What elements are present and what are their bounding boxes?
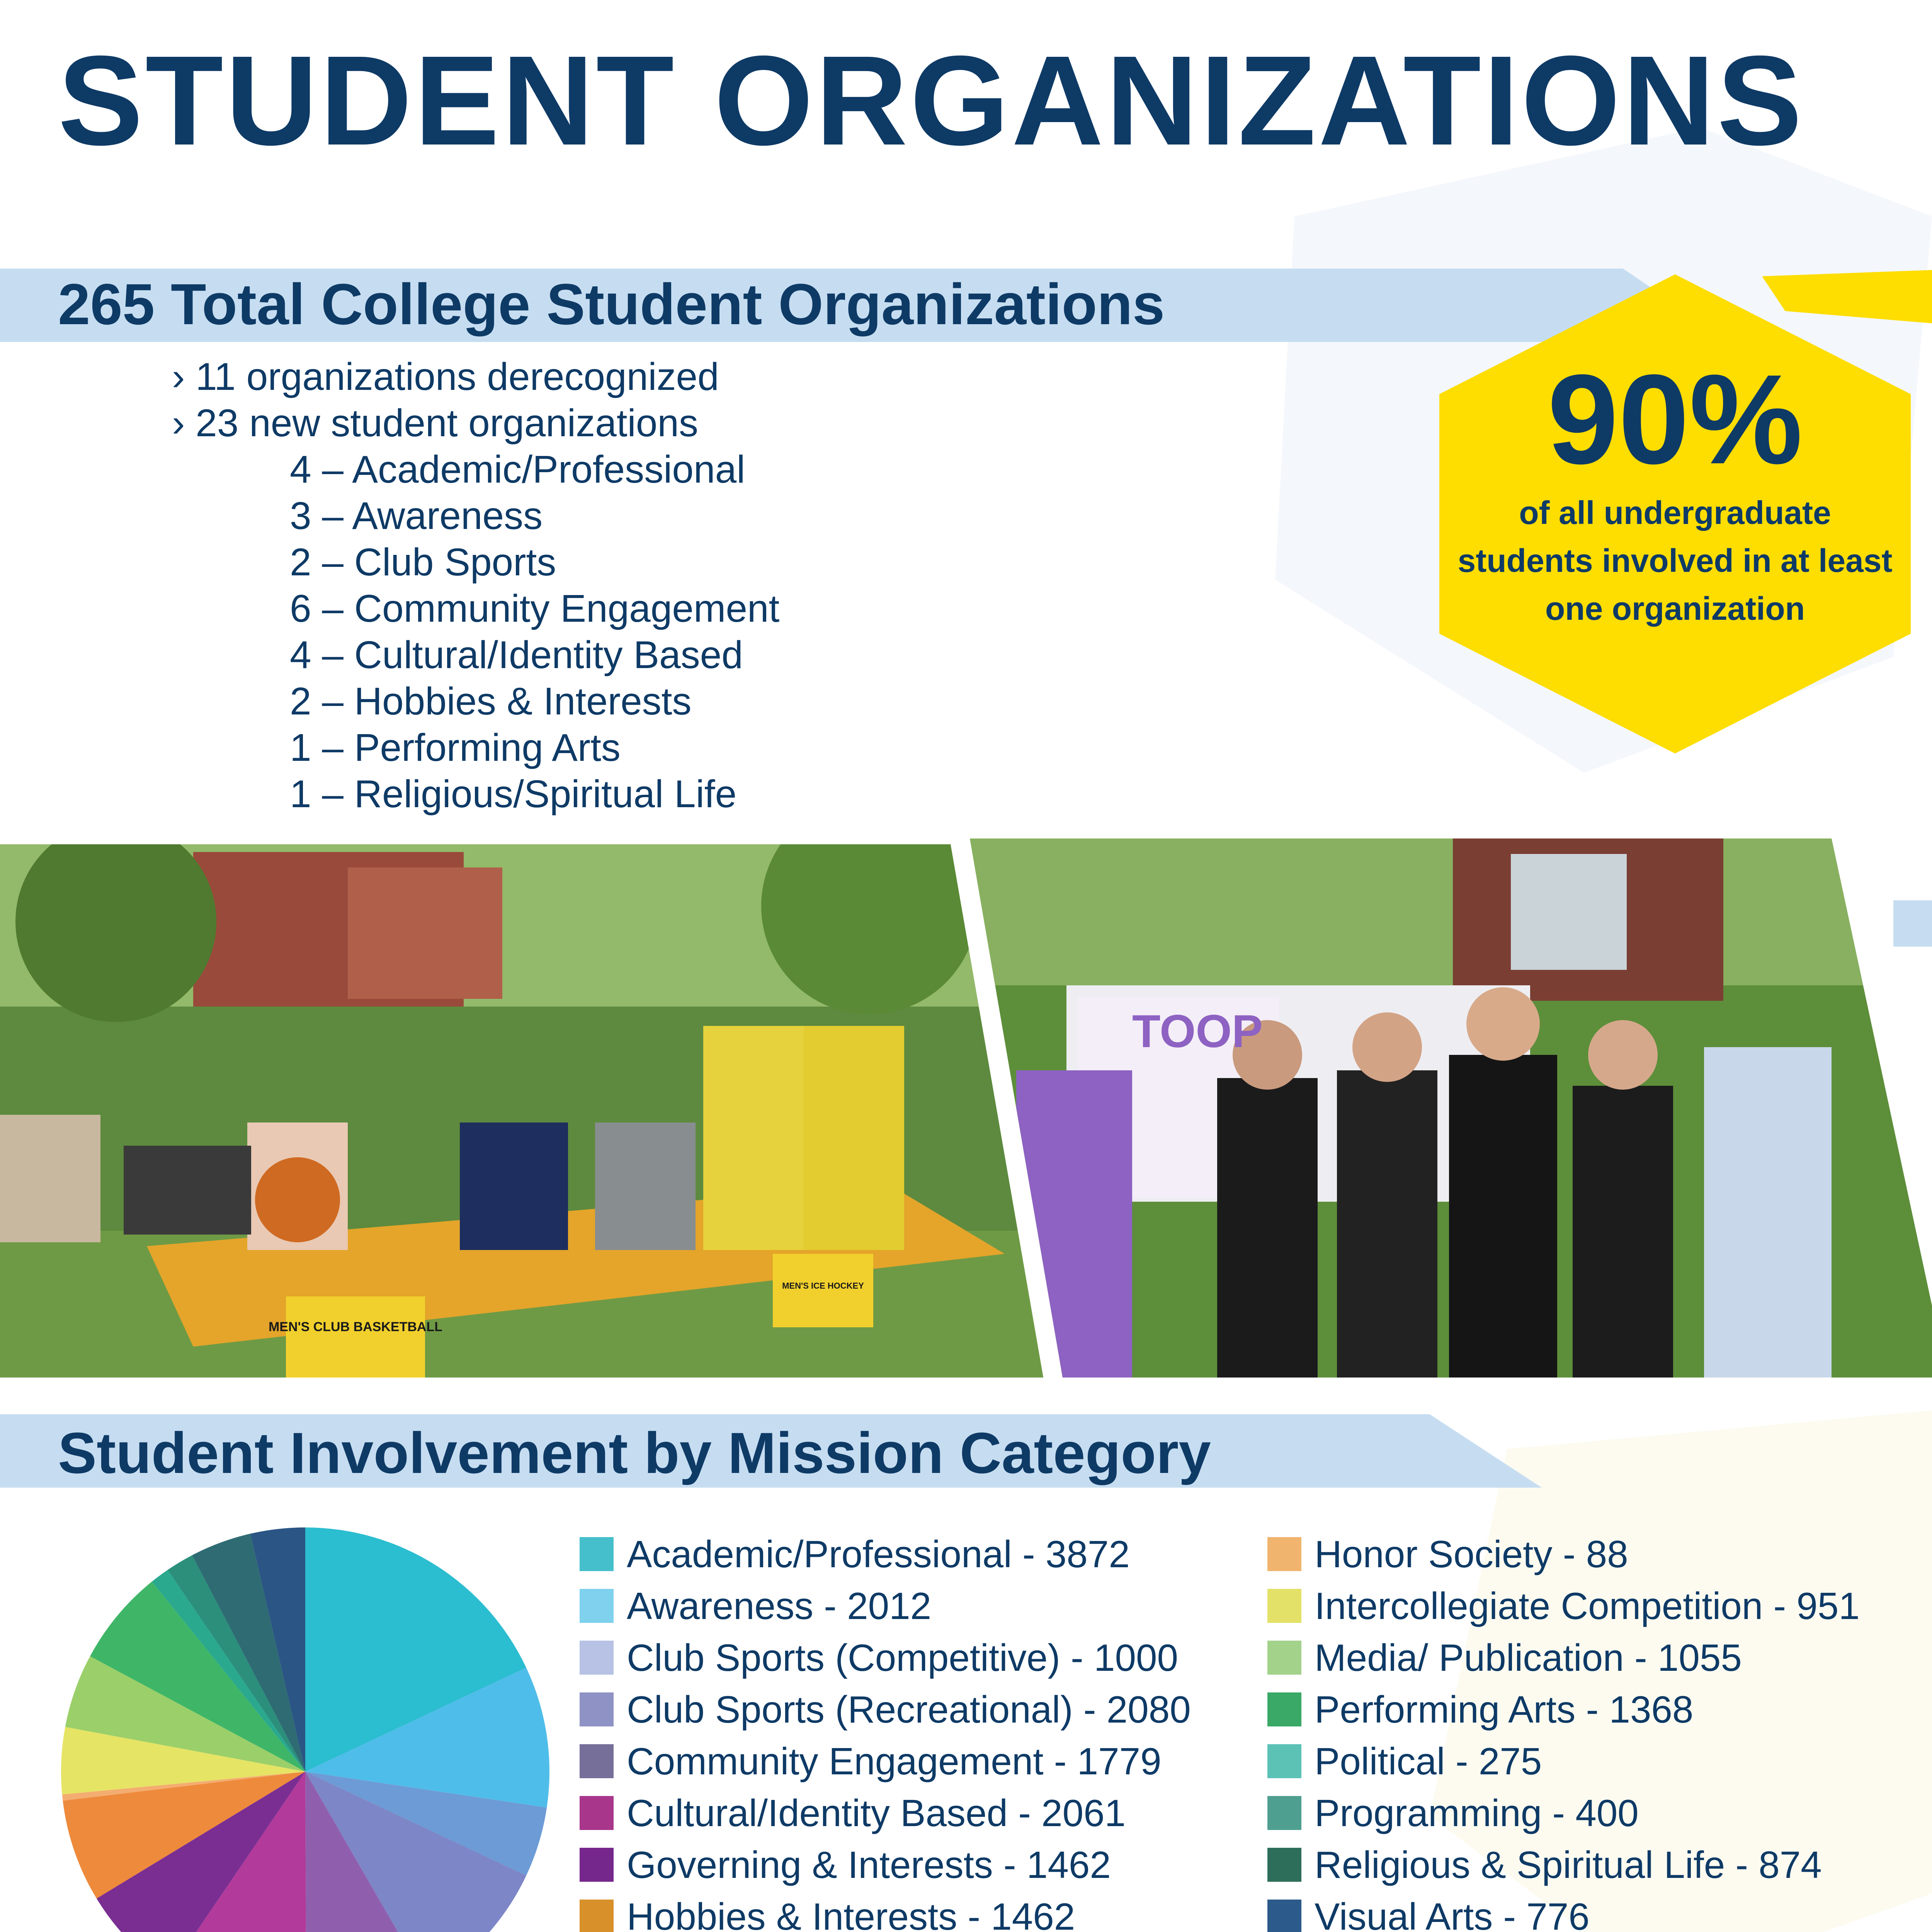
legend-item xyxy=(580,1684,1191,1735)
sign-mens-club: MEN'S CLUB BASKETBALL xyxy=(268,1320,443,1334)
list-item: 3 – Awareness xyxy=(290,494,543,537)
bullet-derecognized: › 11 organizations derecognized xyxy=(172,355,719,398)
legend-item xyxy=(1267,1735,1860,1787)
legend-right-column xyxy=(1267,1528,1860,1932)
stat-value: 90% xyxy=(1547,348,1803,490)
poster-toop: TOOP xyxy=(1132,1005,1263,1057)
legend-swatch xyxy=(580,1537,614,1571)
legend-item xyxy=(1267,1891,1860,1932)
legend-label: Hobbies & Interests - 1462 xyxy=(627,1895,1075,1932)
legend-label: Governing & Interests - 1462 xyxy=(627,1843,1111,1886)
legend-item xyxy=(580,1839,1191,1891)
legend-swatch xyxy=(580,1692,614,1726)
legend-item xyxy=(580,1580,1191,1632)
legend-label: Honor Society - 88 xyxy=(1315,1532,1628,1575)
legend-item xyxy=(1267,1839,1860,1891)
legend-swatch xyxy=(1267,1900,1301,1932)
legend-item xyxy=(580,1528,1191,1580)
legend-swatch xyxy=(1267,1692,1301,1726)
legend-swatch xyxy=(580,1641,614,1675)
legend-swatch xyxy=(1267,1537,1301,1571)
legend-swatch xyxy=(580,1589,614,1623)
legend-swatch xyxy=(580,1796,614,1830)
legend-swatch xyxy=(1267,1589,1301,1623)
legend-item xyxy=(580,1787,1191,1839)
new-org-breakdown xyxy=(290,446,779,817)
legend-swatch xyxy=(1267,1796,1301,1830)
legend-item xyxy=(1267,1684,1860,1735)
involvement-pie-chart xyxy=(58,1524,553,1932)
photo-club-sports-table xyxy=(0,844,1043,1378)
legend-item xyxy=(1267,1580,1860,1632)
photo-students-poster xyxy=(970,838,1932,1378)
sign-hockey: MEN'S ICE HOCKEY xyxy=(782,1281,864,1291)
page-title: STUDENT ORGANIZATIONS xyxy=(58,29,1804,172)
legend-label: Visual Arts - 776 xyxy=(1315,1895,1590,1932)
legend-swatch xyxy=(580,1744,614,1778)
legend-swatch xyxy=(580,1900,614,1932)
legend-label: Performing Arts - 1368 xyxy=(1315,1688,1694,1731)
list-item: 6 – Community Engagement xyxy=(290,587,780,630)
legend-label: Programming - 400 xyxy=(1315,1791,1639,1834)
legend-label: Media/ Publication - 1055 xyxy=(1315,1636,1742,1679)
list-item: 4 – Academic/Professional xyxy=(290,448,745,491)
legend-item xyxy=(580,1891,1191,1932)
bullet-new-orgs: › 23 new student organizations xyxy=(172,401,698,445)
list-item: 4 – Cultural/Identity Based xyxy=(290,633,743,677)
legend-swatch xyxy=(1267,1641,1301,1675)
legend-label: Political - 275 xyxy=(1315,1740,1542,1782)
legend-item xyxy=(1267,1528,1860,1580)
legend-label: Intercollegiate Competition - 951 xyxy=(1315,1584,1860,1627)
legend-swatch xyxy=(580,1848,614,1882)
list-item: 2 – Club Sports xyxy=(290,541,556,584)
list-item: 1 – Religious/Spiritual Life xyxy=(290,772,737,816)
involvement-heading: Student Involvement by Mission Category xyxy=(58,1420,1211,1485)
legend-item xyxy=(580,1632,1191,1684)
legend-left-column xyxy=(580,1528,1191,1932)
list-item: 1 – Performing Arts xyxy=(290,726,621,769)
org-bullets xyxy=(172,354,719,446)
orgs-heading: 265 Total College Student Organizations xyxy=(58,272,1165,337)
stat-caption: of all undergraduate students involved in at least one organization xyxy=(1458,495,1893,627)
legend-label: Club Sports (Recreational) - 2080 xyxy=(627,1688,1191,1731)
legend-label: Academic/Professional - 3872 xyxy=(627,1532,1130,1575)
legend-item xyxy=(1267,1787,1860,1839)
legend-label: Club Sports (Competitive) - 1000 xyxy=(627,1636,1179,1679)
legend-swatch xyxy=(1267,1744,1301,1778)
legend-swatch xyxy=(1267,1848,1301,1882)
legend-label: Awareness - 2012 xyxy=(627,1584,932,1627)
legend-item xyxy=(580,1735,1191,1787)
legend-item xyxy=(1267,1632,1860,1684)
legend-label: Religious & Spiritual Life - 874 xyxy=(1315,1843,1822,1886)
list-item: 2 – Hobbies & Interests xyxy=(290,680,692,723)
legend-label: Community Engagement - 1779 xyxy=(627,1740,1162,1782)
legend-label: Cultural/Identity Based - 2061 xyxy=(627,1791,1126,1834)
